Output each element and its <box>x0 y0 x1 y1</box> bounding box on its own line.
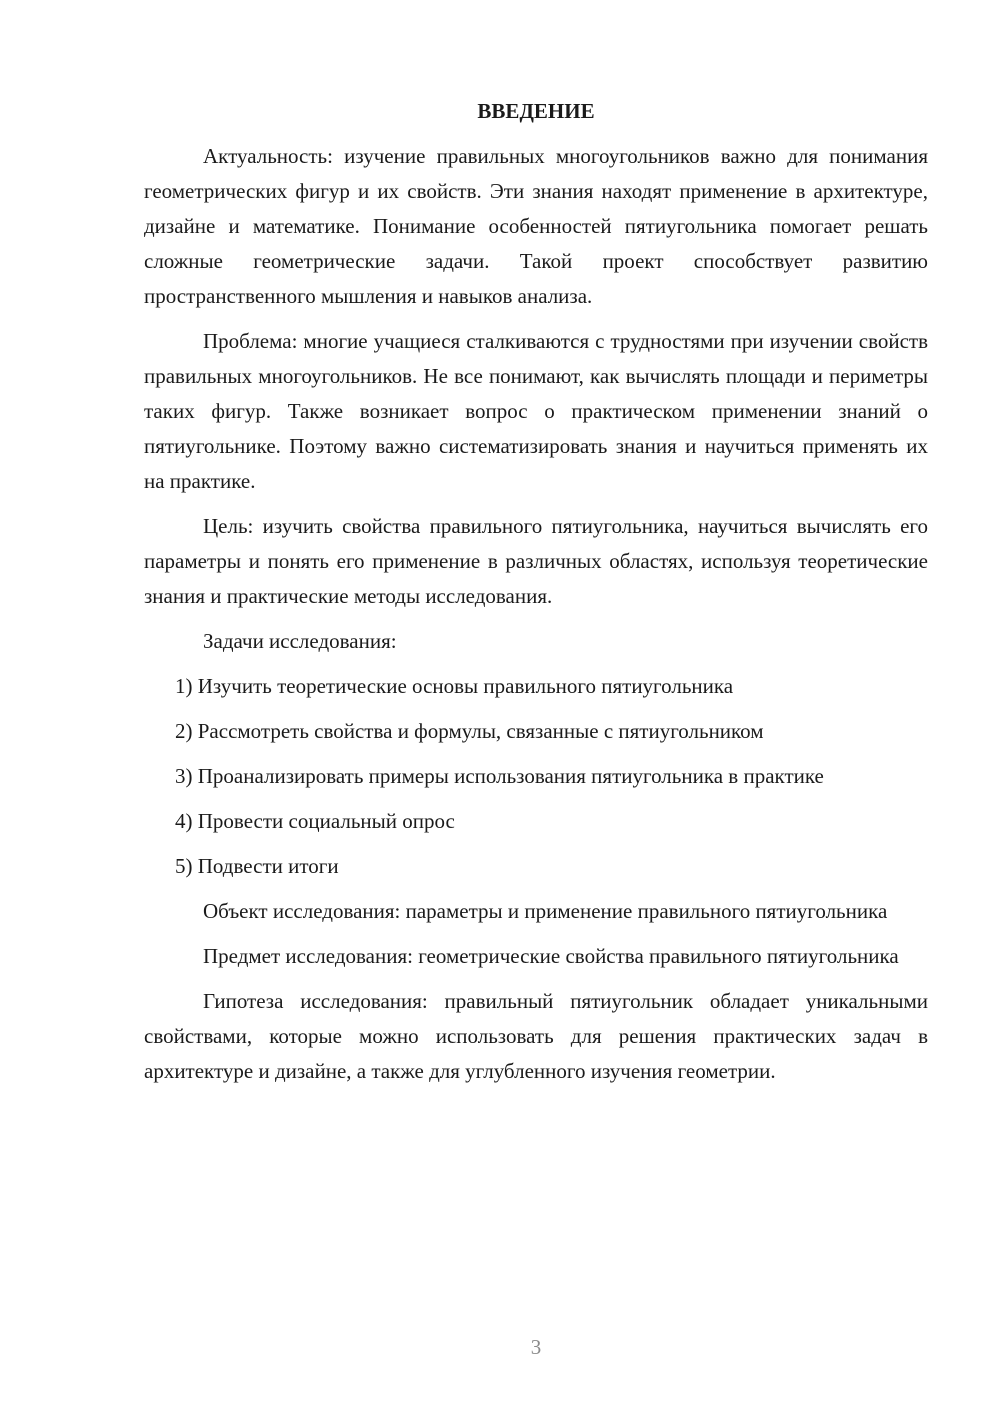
page-number: 3 <box>530 1335 542 1359</box>
problem-paragraph: Проблема: многие учащиеся сталкиваются с трудностями при изучении свойств правильных многоугольников. Не все понимают, как вычислять площади и периметры таких фигур. Также возникает вопрос о практическом применении знаний о пятиугольнике. Поэтому важно систематизировать знания и научиться применять их на практике. <box>144 329 928 493</box>
page-content <box>144 94 928 1099</box>
section-heading: ВВЕДЕНИЕ <box>477 99 595 123</box>
goal-paragraph: Цель: изучить свойства правильного пятиугольника, научиться вычислять его параметры и понять его применение в различных областях, используя теоретические знания и практические методы исследования. <box>144 514 928 608</box>
task-item: 1) Изучить теоретические основы правильного пятиугольника <box>175 674 734 698</box>
hypothesis-paragraph: Гипотеза исследования: правильный пятиугольник обладает уникальными свойствами, которые можно использовать для решения практических задач в архитектуре и дизайне, а также для углубленного изучения геометрии. <box>144 989 928 1083</box>
tasks-list <box>144 669 928 884</box>
relevance-paragraph: Актуальность: изучение правильных многоугольников важно для понимания геометрических фигур и их свойств. Эти знания находят применение в архитектуре, дизайне и математике. Понимание особенностей пятиугольника помогает решать сложные геометрические задачи. Такой проект способствует развитию пространственного мышления и навыков анализа. <box>144 144 928 308</box>
object-paragraph: Объект исследования: параметры и применение правильного пятиугольника <box>203 899 888 923</box>
task-item: 2) Рассмотреть свойства и формулы, связанные с пятиугольником <box>175 719 764 743</box>
task-item: 5) Подвести итоги <box>175 854 339 878</box>
tasks-title: Задачи исследования: <box>203 629 397 653</box>
subject-paragraph: Предмет исследования: геометрические свойства правильного пятиугольника <box>203 944 899 968</box>
task-item: 4) Провести социальный опрос <box>175 809 455 833</box>
task-item: 3) Проанализировать примеры использования пятиугольника в практике <box>175 764 824 788</box>
